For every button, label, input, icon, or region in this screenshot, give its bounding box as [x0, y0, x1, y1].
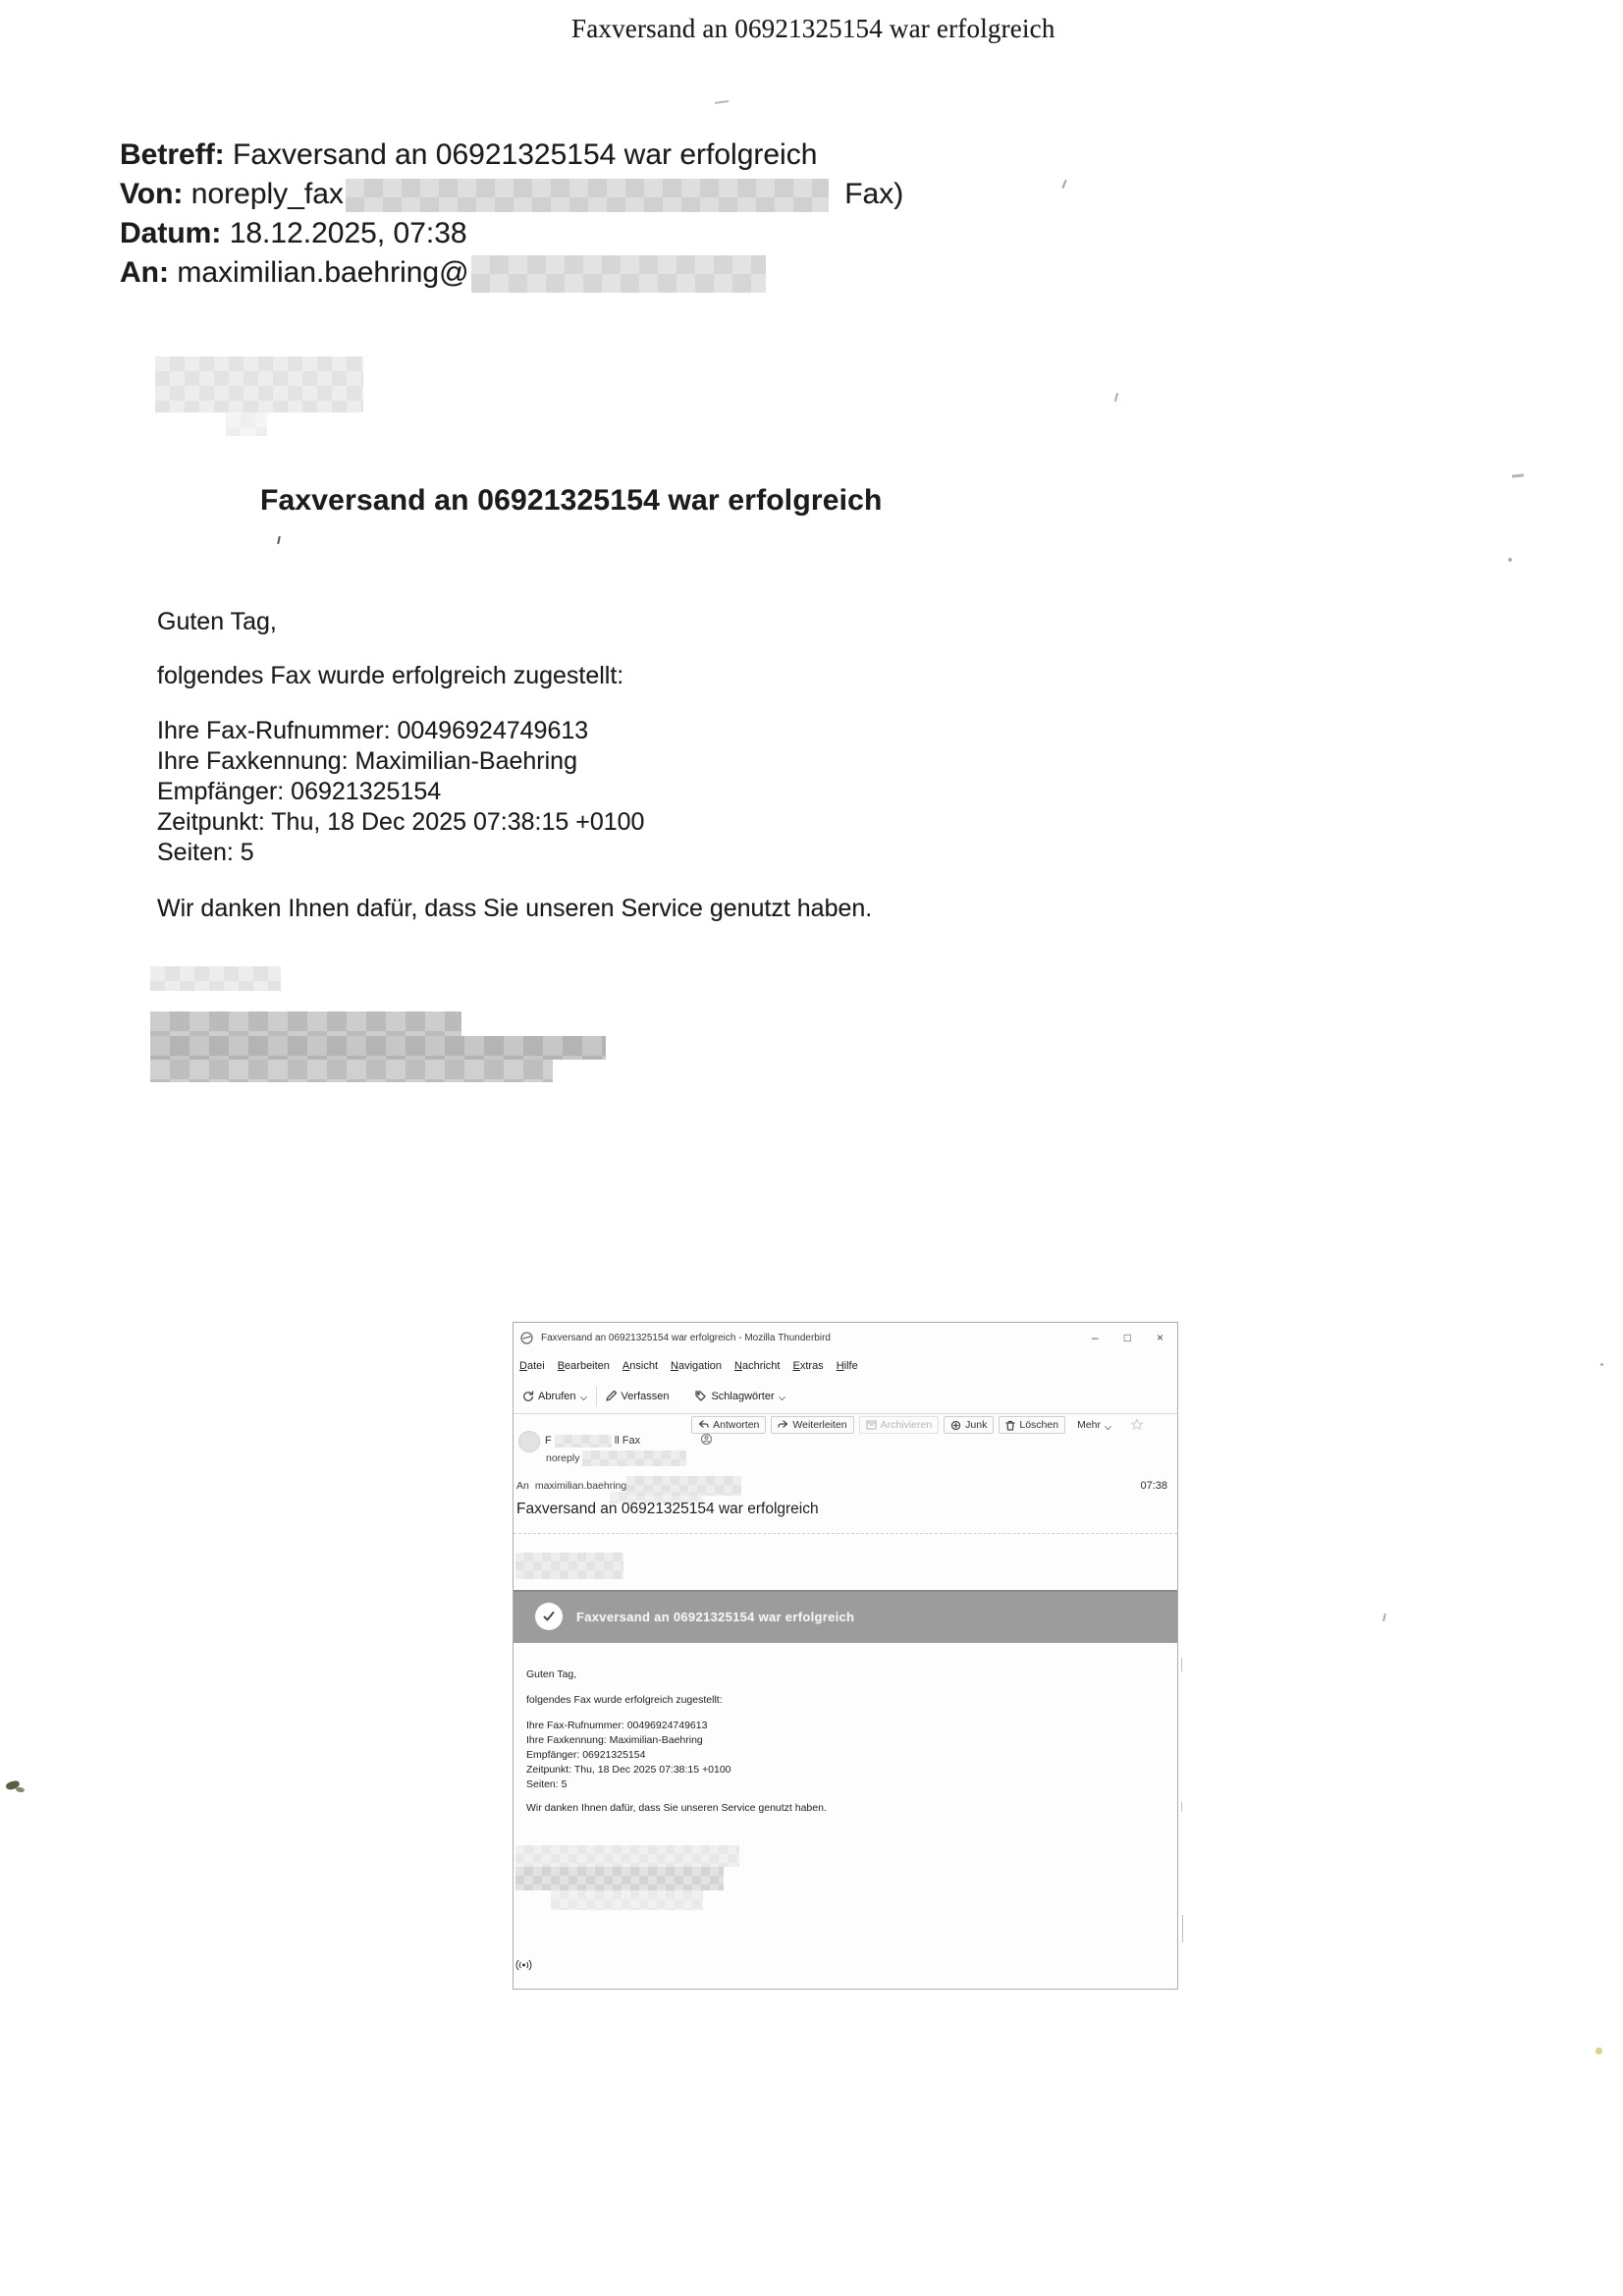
letter-heading: Faxversand an 06921325154 war erfolgreich	[260, 484, 883, 517]
von-value-tail: Fax)	[844, 178, 904, 210]
junk-icon	[950, 1420, 961, 1431]
redacted-signature	[551, 1890, 703, 1910]
junk-label: Junk	[965, 1419, 988, 1431]
divider	[514, 1533, 1177, 1534]
email-header-block	[120, 136, 1200, 293]
sender-name-suffix: ll Fax	[614, 1435, 641, 1447]
an-value: maximilian.baehring@	[177, 256, 469, 289]
datum-value: 18.12.2025, 07:38	[229, 217, 467, 249]
betreff-value: Faxversand an 06921325154 war erfolgreich	[233, 138, 818, 171]
reply-button[interactable]	[691, 1416, 766, 1434]
compose-button[interactable]	[605, 1390, 670, 1402]
menu-nachricht[interactable]: Nachricht	[734, 1359, 781, 1372]
chevron-down-icon	[1105, 1423, 1112, 1428]
broadcast-icon	[515, 1957, 532, 1972]
message-greeting: Guten Tag,	[526, 1668, 577, 1680]
delete-label: Löschen	[1019, 1419, 1059, 1431]
menu-extras[interactable]: Extras	[792, 1359, 824, 1372]
toolbar-separator	[596, 1387, 597, 1406]
thunderbird-window	[513, 1322, 1178, 1990]
message-details	[526, 1719, 731, 1792]
message-thanks: Wir danken Ihnen dafür, dass Sie unseren Service genutzt haben.	[526, 1802, 827, 1814]
scan-artifact	[277, 536, 281, 544]
to-value: maximilian.baehring	[534, 1480, 627, 1492]
chevron-down-icon	[779, 1394, 786, 1398]
get-messages-button[interactable]	[521, 1390, 588, 1402]
scan-artifact	[1181, 1658, 1182, 1671]
von-value: noreply_fax	[190, 178, 344, 210]
letter-details	[157, 716, 644, 868]
scan-artifact	[1596, 2048, 1602, 2054]
scan-artifact	[1114, 393, 1118, 402]
redaction-block	[346, 179, 829, 212]
detail-line: Empfänger: 06921325154	[526, 1749, 646, 1761]
menu-navigation[interactable]: Navigation	[671, 1359, 723, 1372]
contact-icon[interactable]	[700, 1433, 713, 1446]
header-line-datum	[120, 214, 1200, 253]
forward-label: Weiterleiten	[792, 1419, 847, 1431]
star-icon[interactable]	[1130, 1418, 1144, 1432]
forward-button[interactable]	[771, 1416, 853, 1434]
scan-artifact	[1508, 558, 1512, 562]
detail-line: Ihre Faxkennung: Maximilian-Baehring	[526, 1734, 703, 1746]
detail-line: Empfänger: 06921325154	[157, 778, 442, 805]
sender-name-prefix: F	[545, 1435, 552, 1447]
message-subject: Faxversand an 06921325154 war erfolgreich	[516, 1501, 819, 1517]
window-title: Faxversand an 06921325154 war erfolgreich - Mozilla Thunderbird	[541, 1332, 831, 1343]
header-line-an	[120, 253, 1200, 293]
datum-label: Datum:	[120, 217, 222, 249]
sender-name-row	[545, 1433, 713, 1448]
checkmark-icon	[535, 1603, 563, 1630]
betreff-label: Betreff:	[120, 138, 225, 171]
reply-label: Antworten	[713, 1419, 760, 1431]
maximize-button[interactable]: □	[1123, 1331, 1131, 1344]
sender-address-row	[546, 1450, 686, 1466]
archive-button[interactable]	[859, 1416, 940, 1434]
scan-artifact	[1600, 1363, 1603, 1366]
letter-greeting: Guten Tag,	[157, 608, 277, 635]
tag-icon	[694, 1390, 707, 1402]
reply-icon	[698, 1420, 709, 1430]
titlebar[interactable]	[514, 1323, 1177, 1352]
menu-bearbeiten[interactable]: Bearbeiten	[557, 1359, 610, 1372]
redacted-address	[150, 1011, 461, 1036]
detail-line: Zeitpunkt: Thu, 18 Dec 2025 07:38:15 +0100	[157, 808, 645, 836]
to-label: An	[516, 1480, 529, 1492]
detail-line: Seiten: 5	[157, 839, 254, 866]
redaction-block	[471, 255, 766, 293]
von-label: Von:	[120, 178, 184, 210]
tags-button[interactable]	[694, 1390, 785, 1402]
page-title: Faxversand an 06921325154 war erfolgreich	[571, 14, 1055, 43]
junk-button[interactable]	[944, 1416, 994, 1434]
avatar	[518, 1431, 540, 1452]
redaction-block	[582, 1450, 686, 1466]
sender-address-prefix: noreply	[546, 1451, 580, 1464]
banner-text: Faxversand an 06921325154 war erfolgreich	[576, 1609, 855, 1624]
redacted-address	[150, 1060, 553, 1082]
thunderbird-icon	[519, 1331, 534, 1345]
minimize-button[interactable]: –	[1092, 1331, 1099, 1344]
detail-line: Seiten: 5	[526, 1778, 568, 1790]
detail-line: Zeitpunkt: Thu, 18 Dec 2025 07:38:15 +0100	[526, 1764, 731, 1776]
archive-label: Archivieren	[880, 1419, 933, 1431]
more-label: Mehr	[1077, 1419, 1101, 1431]
tags-label: Schlagwörter	[711, 1390, 775, 1402]
an-label: An:	[120, 256, 169, 289]
redacted-signature	[515, 1867, 724, 1890]
redaction-block	[226, 412, 267, 436]
redacted-signature	[150, 966, 281, 991]
trash-icon	[1005, 1420, 1015, 1431]
scan-artifact	[1382, 1613, 1386, 1621]
menu-hilfe[interactable]: Hilfe	[836, 1359, 858, 1372]
archive-icon	[866, 1420, 877, 1430]
header-line-betreff	[120, 136, 1200, 175]
redacted-logo	[515, 1553, 623, 1579]
menubar	[514, 1352, 1177, 1379]
menu-ansicht[interactable]: Ansicht	[622, 1359, 659, 1372]
scan-artifact	[715, 100, 729, 104]
scan-artifact	[1182, 1915, 1183, 1942]
detail-line: Ihre Fax-Rufnummer: 00496924749613	[157, 717, 589, 744]
more-button[interactable]	[1070, 1416, 1119, 1434]
chevron-down-icon	[580, 1394, 588, 1398]
scan-artifact	[1512, 473, 1524, 477]
pencil-icon	[605, 1390, 618, 1402]
compose-label: Verfassen	[621, 1390, 670, 1402]
redacted-address	[150, 1036, 606, 1060]
scan-artifact	[16, 1786, 26, 1792]
menu-datei[interactable]: Datei	[519, 1359, 545, 1372]
close-button[interactable]: ×	[1156, 1331, 1163, 1344]
letter-thanks: Wir danken Ihnen dafür, dass Sie unseren Service genutzt haben.	[157, 895, 873, 922]
detail-line: Ihre Faxkennung: Maximilian-Baehring	[157, 747, 577, 775]
scan-artifact	[1181, 1802, 1182, 1812]
header-line-von	[120, 175, 1200, 214]
get-mail-icon	[521, 1390, 534, 1402]
main-toolbar	[514, 1379, 1177, 1414]
delete-button[interactable]	[999, 1416, 1065, 1434]
success-banner	[514, 1590, 1177, 1643]
redaction-block	[555, 1435, 612, 1448]
redacted-logo	[155, 356, 363, 412]
get-messages-label: Abrufen	[538, 1390, 576, 1402]
message-time: 07:38	[1140, 1480, 1167, 1492]
redacted-signature	[515, 1845, 739, 1867]
detail-line: Ihre Fax-Rufnummer: 00496924749613	[526, 1720, 708, 1731]
message-intro: folgendes Fax wurde erfolgreich zugestellt:	[526, 1694, 723, 1706]
letter-intro: folgendes Fax wurde erfolgreich zugestellt:	[157, 662, 624, 689]
forward-icon	[778, 1420, 788, 1430]
